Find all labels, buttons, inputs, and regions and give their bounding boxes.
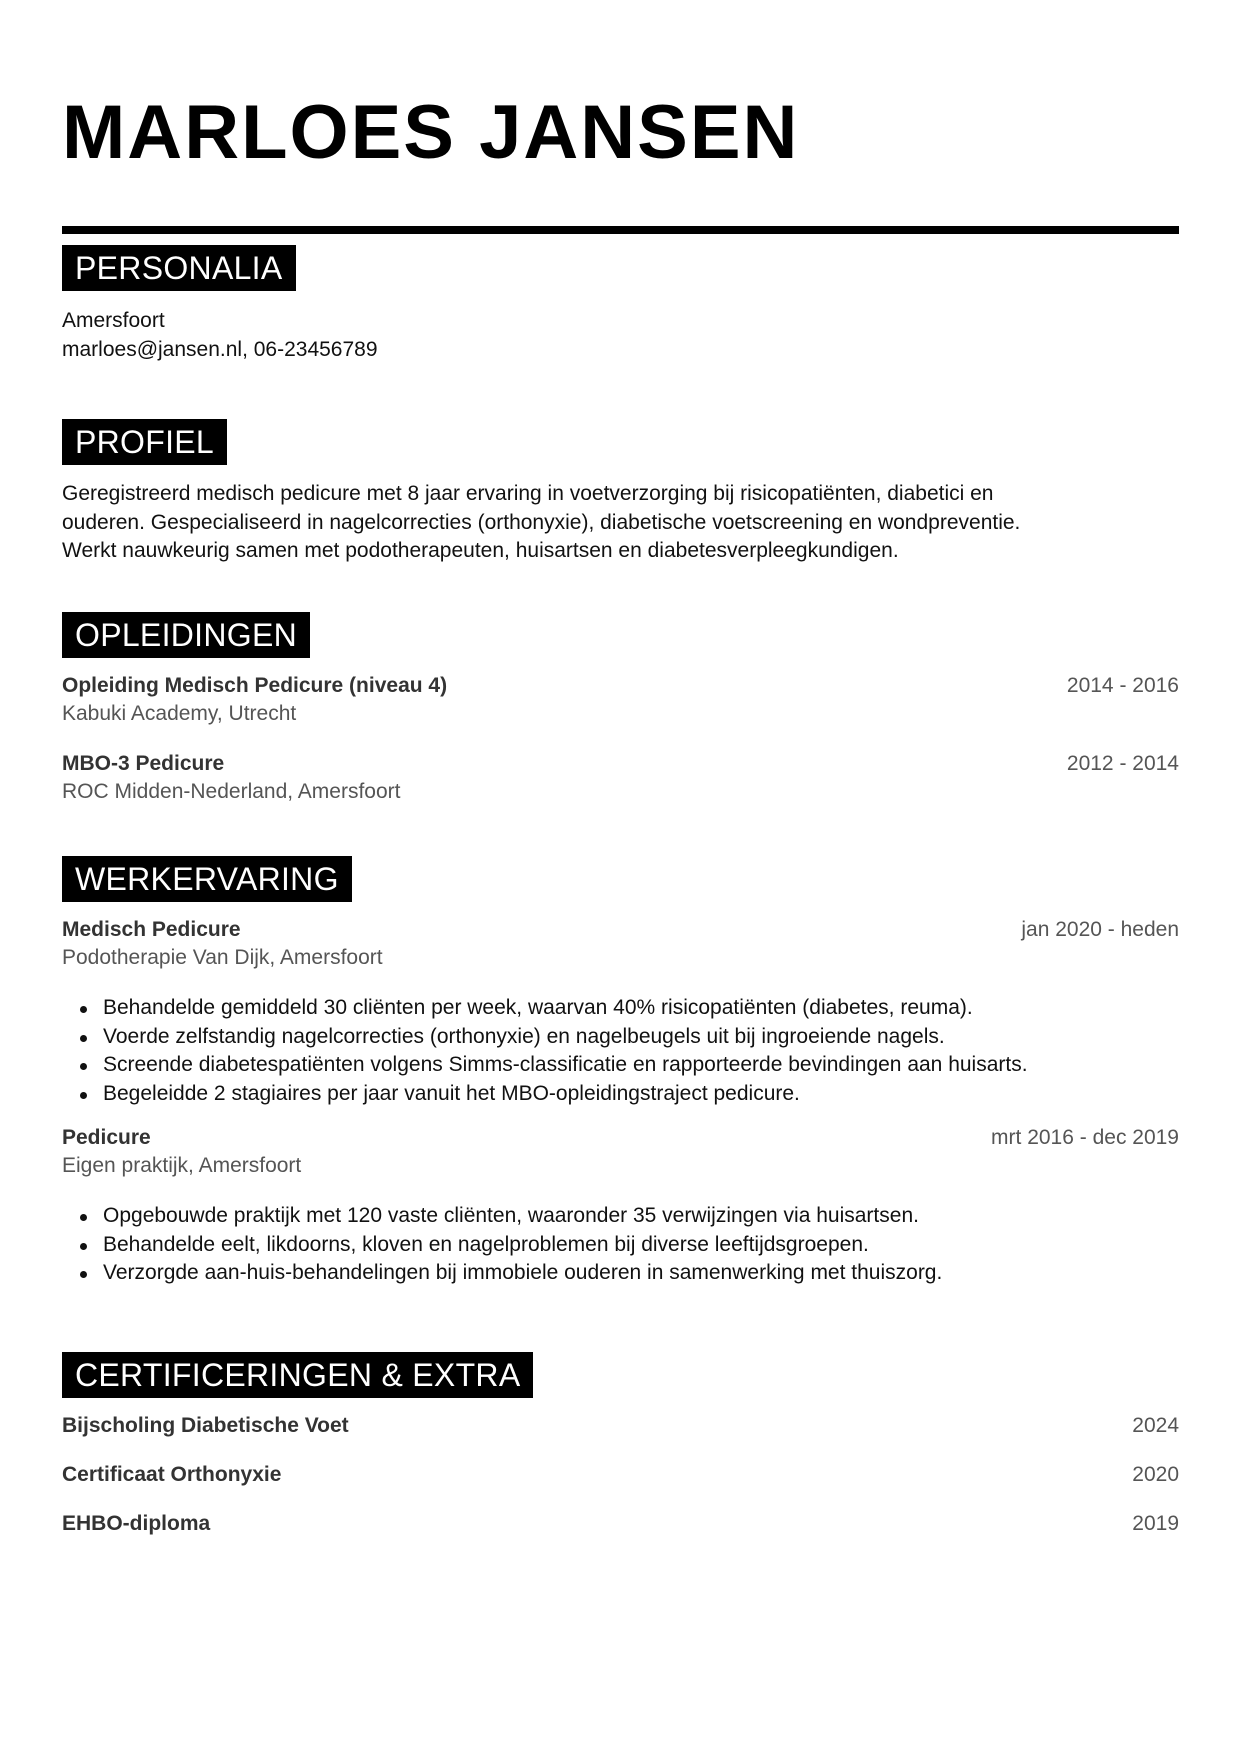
- bullet-item: Verzorgde aan-huis-behandelingen bij immobiele ouderen in samenwerking met thuiszorg.: [62, 1259, 1179, 1288]
- job-entry: [62, 916, 1179, 972]
- certification-year: 2024: [1132, 1414, 1179, 1437]
- personalia-city: Amersfoort: [62, 309, 165, 332]
- education-title: MBO-3 Pedicure: [62, 752, 225, 775]
- section-heading-opleidingen: OPLEIDINGEN: [62, 612, 310, 658]
- bullet-item: Begeleidde 2 stagiaires per jaar vanuit het MBO-opleidingstraject pedicure.: [62, 1080, 1179, 1109]
- certification-entry: [62, 1510, 1179, 1559]
- job-date: jan 2020 - heden: [1021, 918, 1179, 941]
- bullet-item: Voerde zelfstandig nagelcorrecties (orthonyxie) en nagelbeugels uit bij ingroeiende nagels.: [62, 1023, 1179, 1052]
- profile-line: ouderen. Gespecialiseerd in nagelcorrecties (orthonyxie), diabetische voetscreening en wondpreventie.: [62, 510, 1021, 534]
- education-date: 2012 - 2014: [1066, 752, 1179, 775]
- job-title: Medisch Pedicure: [62, 918, 241, 941]
- bullet-item: Opgebouwde praktijk met 120 vaste cliënten, waaronder 35 verwijzingen via huisartsen.: [62, 1202, 1179, 1231]
- personalia-contact: marloes@jansen.nl, 06-23456789: [62, 337, 378, 361]
- education-entry: [62, 750, 1179, 806]
- education-date: 2014 - 2016: [1066, 674, 1179, 697]
- certification-title: EHBO-diploma: [62, 1512, 211, 1535]
- job-bullets: [62, 994, 1179, 1108]
- section-heading-certificeringen: CERTIFICERINGEN & EXTRA: [62, 1352, 533, 1398]
- certification-entry: [62, 1412, 1179, 1461]
- section-heading-profiel: PROFIEL: [62, 419, 227, 465]
- job-bullets: [62, 1202, 1179, 1288]
- section-profiel: [62, 419, 1179, 566]
- job-date: mrt 2016 - dec 2019: [991, 1126, 1179, 1149]
- job-employer: Podotherapie Van Dijk, Amersfoort: [62, 946, 383, 969]
- education-title: Opleiding Medisch Pedicure (niveau 4): [62, 674, 448, 697]
- education-institution: Kabuki Academy, Utrecht: [62, 702, 297, 725]
- section-heading-personalia: PERSONALIA: [62, 245, 296, 291]
- job-title: Pedicure: [62, 1126, 151, 1149]
- certification-title: Bijscholing Diabetische Voet: [62, 1414, 349, 1437]
- certification-year: 2019: [1132, 1512, 1179, 1535]
- bullet-item: Screende diabetespatiënten volgens Simms-classificatie en rapporteerde bevindingen aan huisarts.: [62, 1051, 1179, 1080]
- section-werkervaring: [62, 856, 1179, 1288]
- candidate-name: MARLOES JANSEN: [62, 90, 800, 175]
- certification-entry: [62, 1461, 1179, 1510]
- profile-line: Geregistreerd medisch pedicure met 8 jaar ervaring in voetverzorging bij risicopatiënten, diabetici en: [62, 482, 994, 505]
- education-institution: ROC Midden-Nederland, Amersfoort: [62, 780, 401, 803]
- bullet-item: Behandelde gemiddeld 30 cliënten per week, waarvan 40% risicopatiënten (diabetes, reuma).: [62, 994, 1179, 1023]
- section-heading-werkervaring: WERKERVARING: [62, 856, 352, 902]
- education-entry: [62, 672, 1179, 728]
- job-employer: Eigen praktijk, Amersfoort: [62, 1154, 302, 1177]
- section-personalia: [62, 245, 1179, 364]
- certification-year: 2020: [1132, 1463, 1179, 1486]
- bullet-item: Behandelde eelt, likdoorns, kloven en nagelproblemen bij diverse leeftijdsgroepen.: [62, 1231, 1179, 1260]
- header-divider: [62, 226, 1179, 234]
- section-opleidingen: [62, 612, 1179, 806]
- certification-title: Certificaat Orthonyxie: [62, 1463, 282, 1486]
- job-entry: [62, 1124, 1179, 1180]
- section-certificeringen: [62, 1352, 1179, 1559]
- profile-line: Werkt nauwkeurig samen met podotherapeuten, huisartsen en diabetesverpleegkundigen.: [62, 539, 899, 562]
